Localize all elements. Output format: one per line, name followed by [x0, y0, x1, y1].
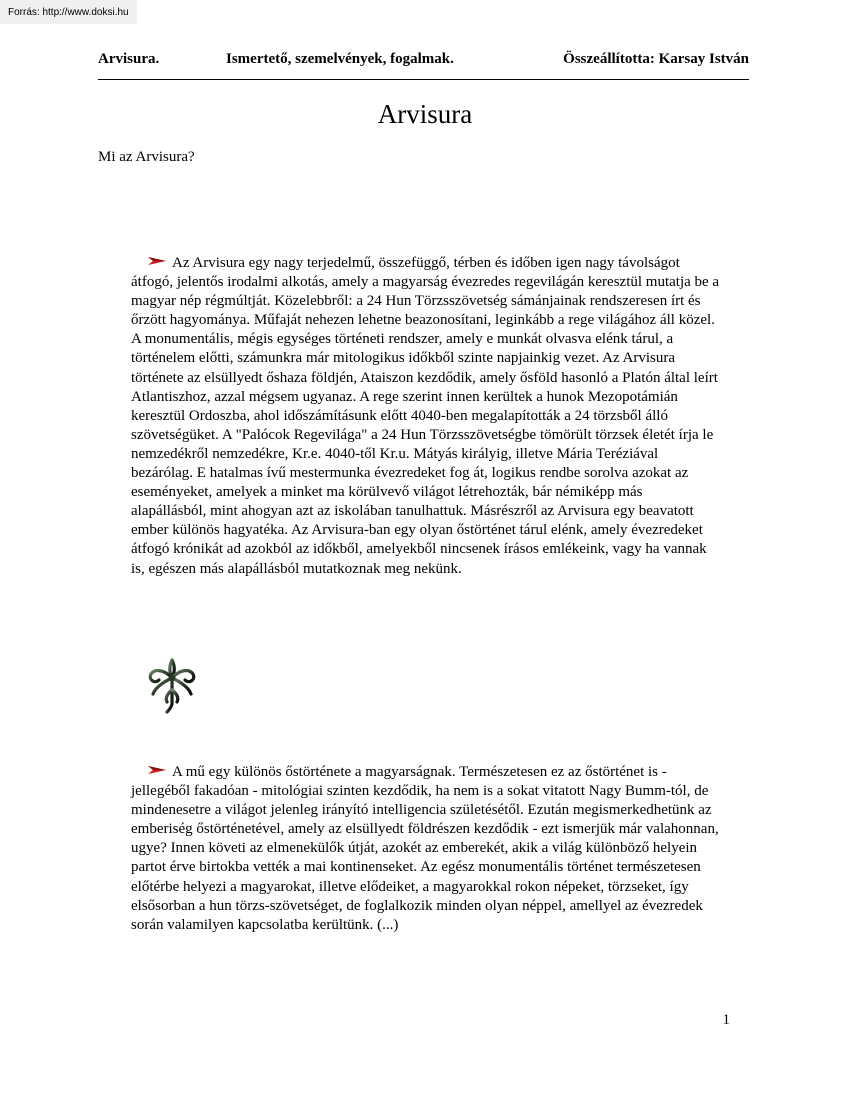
- paragraph-1-text: Az Arvisura egy nagy terjedelmű, összefüggő, térben és időben igen nagy távolságot átfogó, jelentős irodalmi alkotás, amely a magyarság évezredes regevilágán keresztül mutatja be a magyar nép régmúltját. Közelebbről: a 24 Hun Törzsszövetség sámánjainak rendszeresen írt és őrzött hagyománya. Műfaját nehezen lehetne beazonosítani, leginkább a rege világához áll közel. A monumentális, mégis egységes történeti rendszer, amely e munkát olvasva elénk tárul, a történelem előtti, számunkra már mitologikus időkből szinte napjainkig vezet. Az Arvisura története az elsüllyedt őshaza földjén, Ataiszon kezdődik, amely ősföld hasonló a Platón által leírt Atlantiszhoz, azzal mégsem ugyanaz. A rege szerint innen kerültek a hunok Mezopotámián keresztül Ordoszba, ahol időszámításunk előtt 4040-ben megalapították a 24 törzsből álló szövetségüket. A "Palócok Regevilága" a 24 Hun Törzsszövetségbe tömörült törzsek életét írja le nemzedékről nemzedékre, Kr.e. 4040-től Kr.u. Mátyás királyig, illetve Mária Teréziával bezárólag. E hatalmas ívű mestermunka évezredeket fog át, logikus rendbe sorolva azokat az eseményeket, amelyek a minket ma körülvevő világot létrehozták, bár némiképp más alapállásból, mint ahogyan azt az iskolában tanulhattuk. Másrészről az Arvisura egy beavatott ember különös hagyatéka. Az Arvisura-ban egy olyan őstörténet tárul elénk, amely évezredeket átfogó krónikát ad azokból az időkből, amelyekből nincsenek írásos emlékeink, vagy ha vannak is, egészen más alapállásból mutatkoznak meg nekünk.: [131, 255, 720, 577]
- page-title: Arvisura: [377, 99, 473, 129]
- red-arrow-icon: [148, 765, 166, 775]
- floral-ornament-icon: [145, 654, 199, 714]
- paragraph-1: [131, 254, 721, 579]
- source-tag: Forrás: http://www.doksi.hu: [0, 0, 137, 24]
- paragraph-2: [131, 763, 721, 935]
- page-number: 1: [722, 1012, 730, 1028]
- paragraph-2-text: A mű egy különös őstörténete a magyarságnak. Természetesen ez az őstörténet is - jellegéből fakadóan - mitológiai szinten kezdődik, ha nem is a sokat vitatott Nagy Bumm-tól, de mindenesetre a világot jelenleg irányító intelligencia születésétől. Ezután megismerkedhetünk az emberiség őstörténetével, amely az elsüllyedt földrészen kezdődik - ezt ismerjük már valahonnan, ugye? Innen követi az elmenekülők útját, azokét az emberekét, akik a világ különböző helyein partot érve birtokba vették a mai kontinenseket. Az egész monumentális történet természetesen előtérbe helyezi a magyarokat, illetve elődeiket, a magyarokkal rokon népeket, törzseket, így elsősorban a hun törzs-szövetséget, de foglalkozik minden olyan néppel, amellyel az évezredek során valamilyen kapcsolatba kerültünk. (...): [131, 764, 719, 933]
- header-right: Összeállította: Karsay István: [563, 51, 749, 67]
- header-middle: Ismertető, szemelvények, fogalmak.: [226, 51, 454, 67]
- header-rule: [98, 79, 749, 80]
- header-left: Arvisura.: [98, 51, 160, 67]
- red-arrow-icon: [148, 256, 166, 266]
- section-question: Mi az Arvisura?: [98, 149, 195, 165]
